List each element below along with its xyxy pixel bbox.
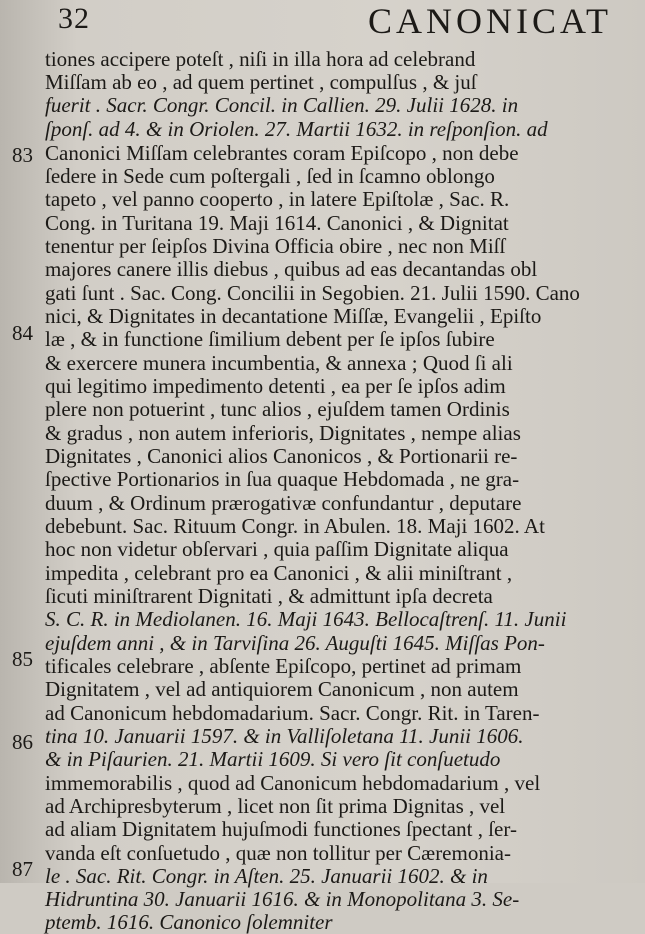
text-line: ſponſ. ad 4. & in Oriolen. 27. Martii 1632. in reſponſion. ad	[45, 117, 548, 141]
text-line: S. C. R. in Mediolanen. 16. Maji 1643. Bellocaſtrenſ. 11. Junii	[45, 607, 567, 631]
text-line: hoc non videtur obſervari , quia paſſim Dignitate aliqua	[45, 537, 509, 561]
text-line: immemorabilis , quod ad Canonicum hebdomadarium , vel	[45, 771, 541, 795]
text-line: & exercere munera incumbentia, & annexa ; Quod ſi ali	[45, 351, 513, 375]
text-line: vanda eſt conſuetudo , quæ non tollitur per Cæremonia-	[45, 841, 511, 865]
text-line: nici, & Dignitates in decantatione Miſſæ, Evangelii , Epiſto	[45, 304, 542, 328]
text-line: & in Piſaurien. 21. Martii 1609. Si vero ſit conſuetudo	[45, 747, 501, 771]
text-line: le . Sac. Rit. Congr. in Aſten. 25. Januarii 1602. & in	[45, 864, 488, 888]
text-line: ptemb. 1616. Canonico ſolemniter	[45, 910, 333, 934]
running-title: CANONICAT	[368, 1, 613, 41]
text-line: & gradus , non autem inferioris, Dignitates , nempe alias	[45, 421, 521, 445]
margin-number: 86	[12, 730, 33, 754]
text-line: ad Canonicum hebdomadarium. Sacr. Congr. Rit. in Taren-	[45, 701, 540, 725]
text-line: ad aliam Dignitatem hujuſmodi functiones ſpectant , ſer-	[45, 817, 517, 841]
text-line: tina 10. Januarii 1597. & in Valliſoletana 11. Junii 1606.	[45, 724, 524, 748]
text-line: gati ſunt . Sac. Cong. Concilii in Segobien. 21. Julii 1590. Cano	[45, 281, 580, 305]
text-line: Dignitates , Canonici alios Canonicos , & Portionarii re-	[45, 444, 518, 468]
text-line: tapeto , vel panno cooperto , in latere Epiſtolæ , Sac. R.	[45, 187, 510, 211]
text-line: plere non potuerint , tunc alios , ejuſdem tamen Ordinis	[45, 397, 510, 421]
text-line: ſicuti miniſtrarent Dignitati , & admittunt ipſa decreta	[45, 584, 493, 608]
text-line: Canonici Miſſam celebrantes coram Epiſcopo , non debe	[45, 141, 519, 165]
text-line: tificales celebrare , abſente Epiſcopo, pertinet ad primam	[45, 654, 522, 678]
text-line: ſedere in Sede cum poſtergali , ſed in ſcamno oblongo	[45, 164, 495, 188]
text-line: debebunt. Sac. Rituum Congr. in Abulen. 18. Maji 1602. At	[45, 514, 545, 538]
text-line: duum , & Ordinum prærogativæ confundantur , deputare	[45, 491, 522, 515]
text-line: Cong. in Turitana 19. Maji 1614. Canonici , & Dignitat	[45, 211, 509, 235]
text-line: læ , & in functione ſimilium debent per ſe ipſos ſubire	[45, 327, 495, 351]
page-number: 32	[58, 2, 90, 35]
text-line: majores canere illis diebus , quibus ad eas decantandas obl	[45, 257, 538, 281]
text-line: Miſſam ab eo , ad quem pertinet , compulſus , & juſ	[45, 70, 477, 94]
text-line: fuerit . Sacr. Congr. Concil. in Callien. 29. Julii 1628. in	[45, 93, 519, 117]
margin-number: 85	[12, 647, 33, 671]
text-line: impedita , celebrant pro ea Canonici , & alii miniſtrant ,	[45, 561, 513, 585]
text-line: tiones accipere poteſt , niſi in illa hora ad celebrand	[45, 47, 476, 71]
text-line: ejuſdem anni , & in Tarviſina 26. Auguſti 1645. Miſſas Pon-	[45, 631, 545, 655]
text-line: tenentur per ſeipſos Divina Officia obire , nec non Miſſ	[45, 234, 506, 258]
text-line: qui legitimo impedimento detenti , ea per ſe ipſos adim	[45, 374, 506, 398]
text-line: Dignitatem , vel ad antiquiorem Canonicum , non autem	[45, 677, 519, 701]
text-line: ad Archipresbyterum , licet non ſit prima Dignitas , vel	[45, 794, 506, 818]
margin-number: 87	[12, 857, 33, 881]
text-line: ſpective Portionarios in ſua quaque Hebdomada , ne gra-	[45, 467, 520, 491]
text-line: Hidruntina 30. Januarii 1616. & in Monopolitana 3. Se-	[45, 887, 520, 911]
margin-number: 83	[12, 143, 33, 167]
margin-number: 84	[12, 321, 33, 345]
